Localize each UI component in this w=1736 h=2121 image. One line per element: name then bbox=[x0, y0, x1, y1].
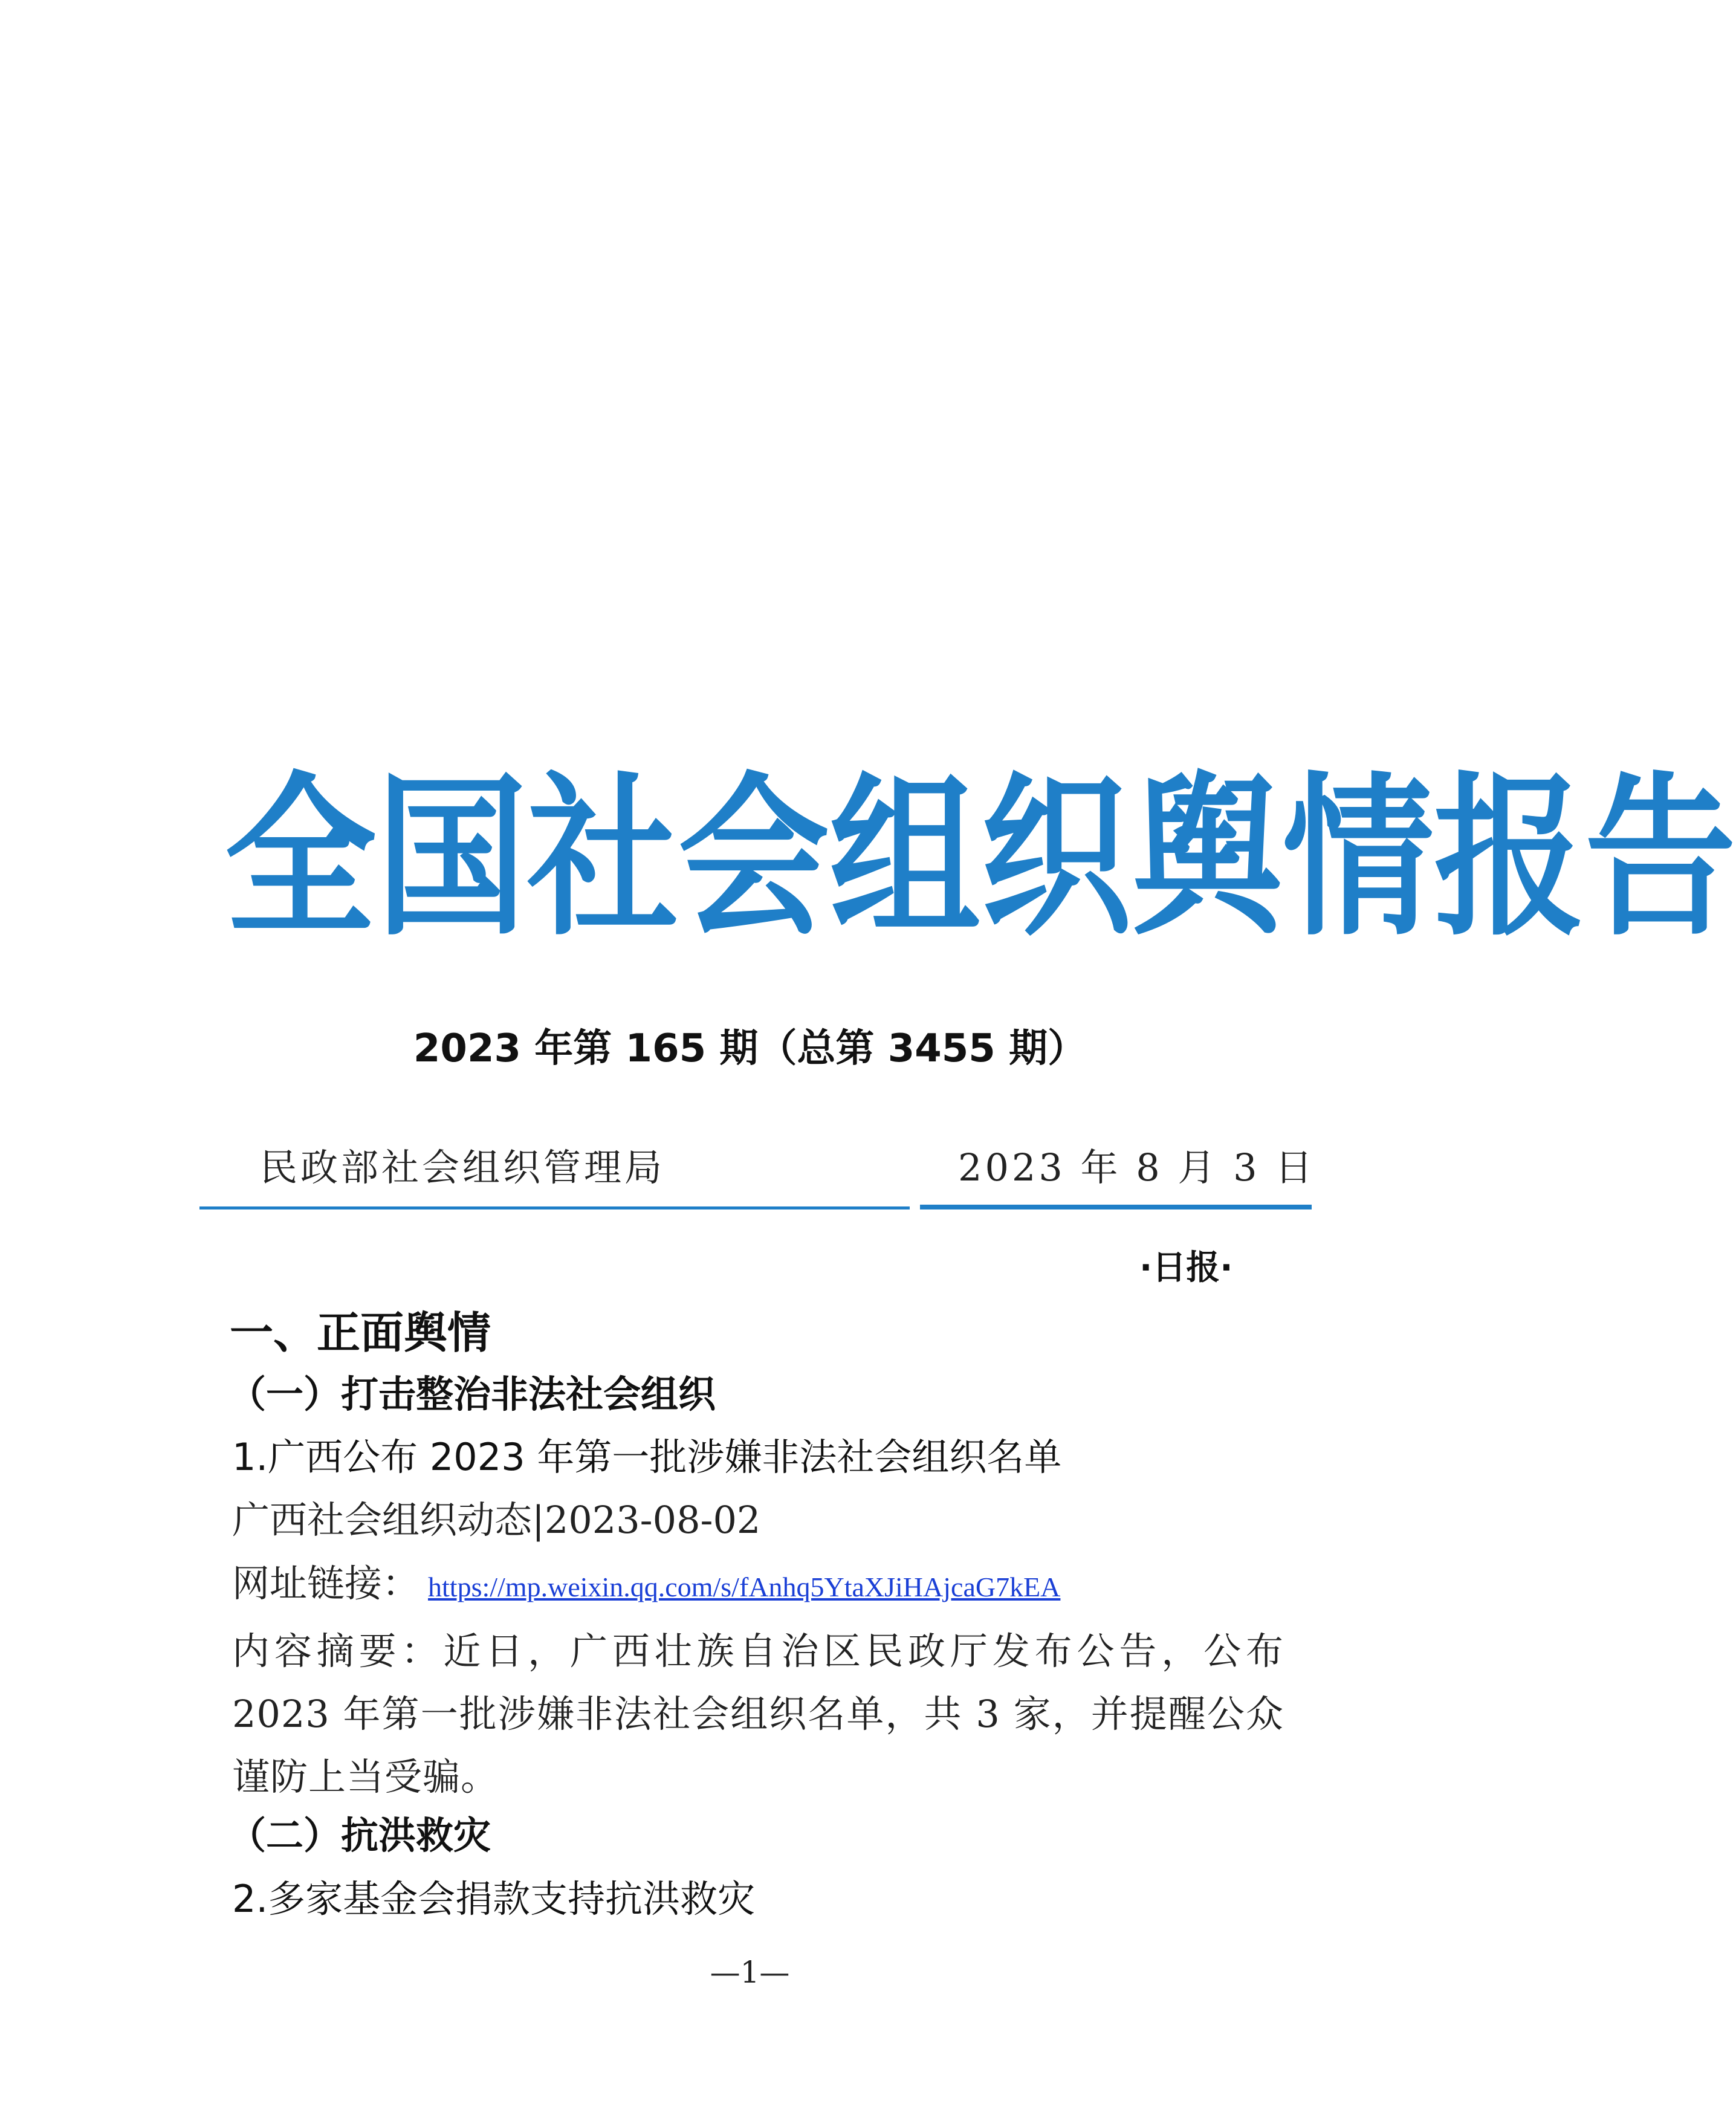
article-summary: 内容摘要：近日，广西壮族自治区民政厅发布公告，公布 2023 年第一批涉嫌非法社会组织名单，共 3 家，并提醒公众谨防上当受骗。 bbox=[232, 1629, 1284, 1799]
publisher-name: 民政部社会组织管理局 bbox=[260, 1145, 666, 1190]
subsection-heading: （二）抗洪救灾 bbox=[228, 1813, 491, 1857]
article-url-link[interactable]: https://mp.weixin.qq.com/s/fAnhq5YtaXJiHAjcaG7kEA bbox=[428, 1572, 1061, 1602]
page-number: —1— bbox=[710, 1955, 790, 1990]
masthead-char: 情 bbox=[1283, 757, 1434, 959]
url-label: 网址链接： bbox=[232, 1561, 420, 1605]
section-heading: 一、正面舆情 bbox=[230, 1307, 491, 1358]
masthead-char: 社 bbox=[527, 757, 678, 959]
header-divider-left bbox=[199, 1206, 910, 1209]
masthead-char: 国 bbox=[376, 757, 527, 959]
publish-date: 2023 年 8 月 3 日 bbox=[958, 1145, 1316, 1190]
masthead-char: 全 bbox=[225, 757, 376, 959]
masthead-char: 会 bbox=[678, 757, 829, 959]
article-title: 1.广西公布 2023 年第一批涉嫌非法社会组织名单 bbox=[232, 1435, 1062, 1479]
report-masthead-title bbox=[225, 754, 1736, 963]
masthead-char: 告 bbox=[1585, 757, 1736, 959]
masthead-char: 报 bbox=[1434, 757, 1585, 959]
subsection-heading: （一）打击整治非法社会组织 bbox=[228, 1372, 716, 1416]
report-type-label: ·日报· bbox=[1139, 1248, 1233, 1287]
masthead-char: 组 bbox=[829, 757, 980, 959]
issue-number: 2023 年第 165 期（总第 3455 期） bbox=[413, 1026, 1087, 1071]
article-title: 2.多家基金会捐款支持抗洪救灾 bbox=[232, 1877, 756, 1921]
header-divider-right bbox=[920, 1205, 1312, 1209]
masthead-char: 织 bbox=[980, 757, 1132, 959]
article-url-row bbox=[232, 1556, 1060, 1614]
article-source: 广西社会组织动态|2023-08-02 bbox=[232, 1498, 761, 1542]
masthead-char: 舆 bbox=[1132, 757, 1283, 959]
